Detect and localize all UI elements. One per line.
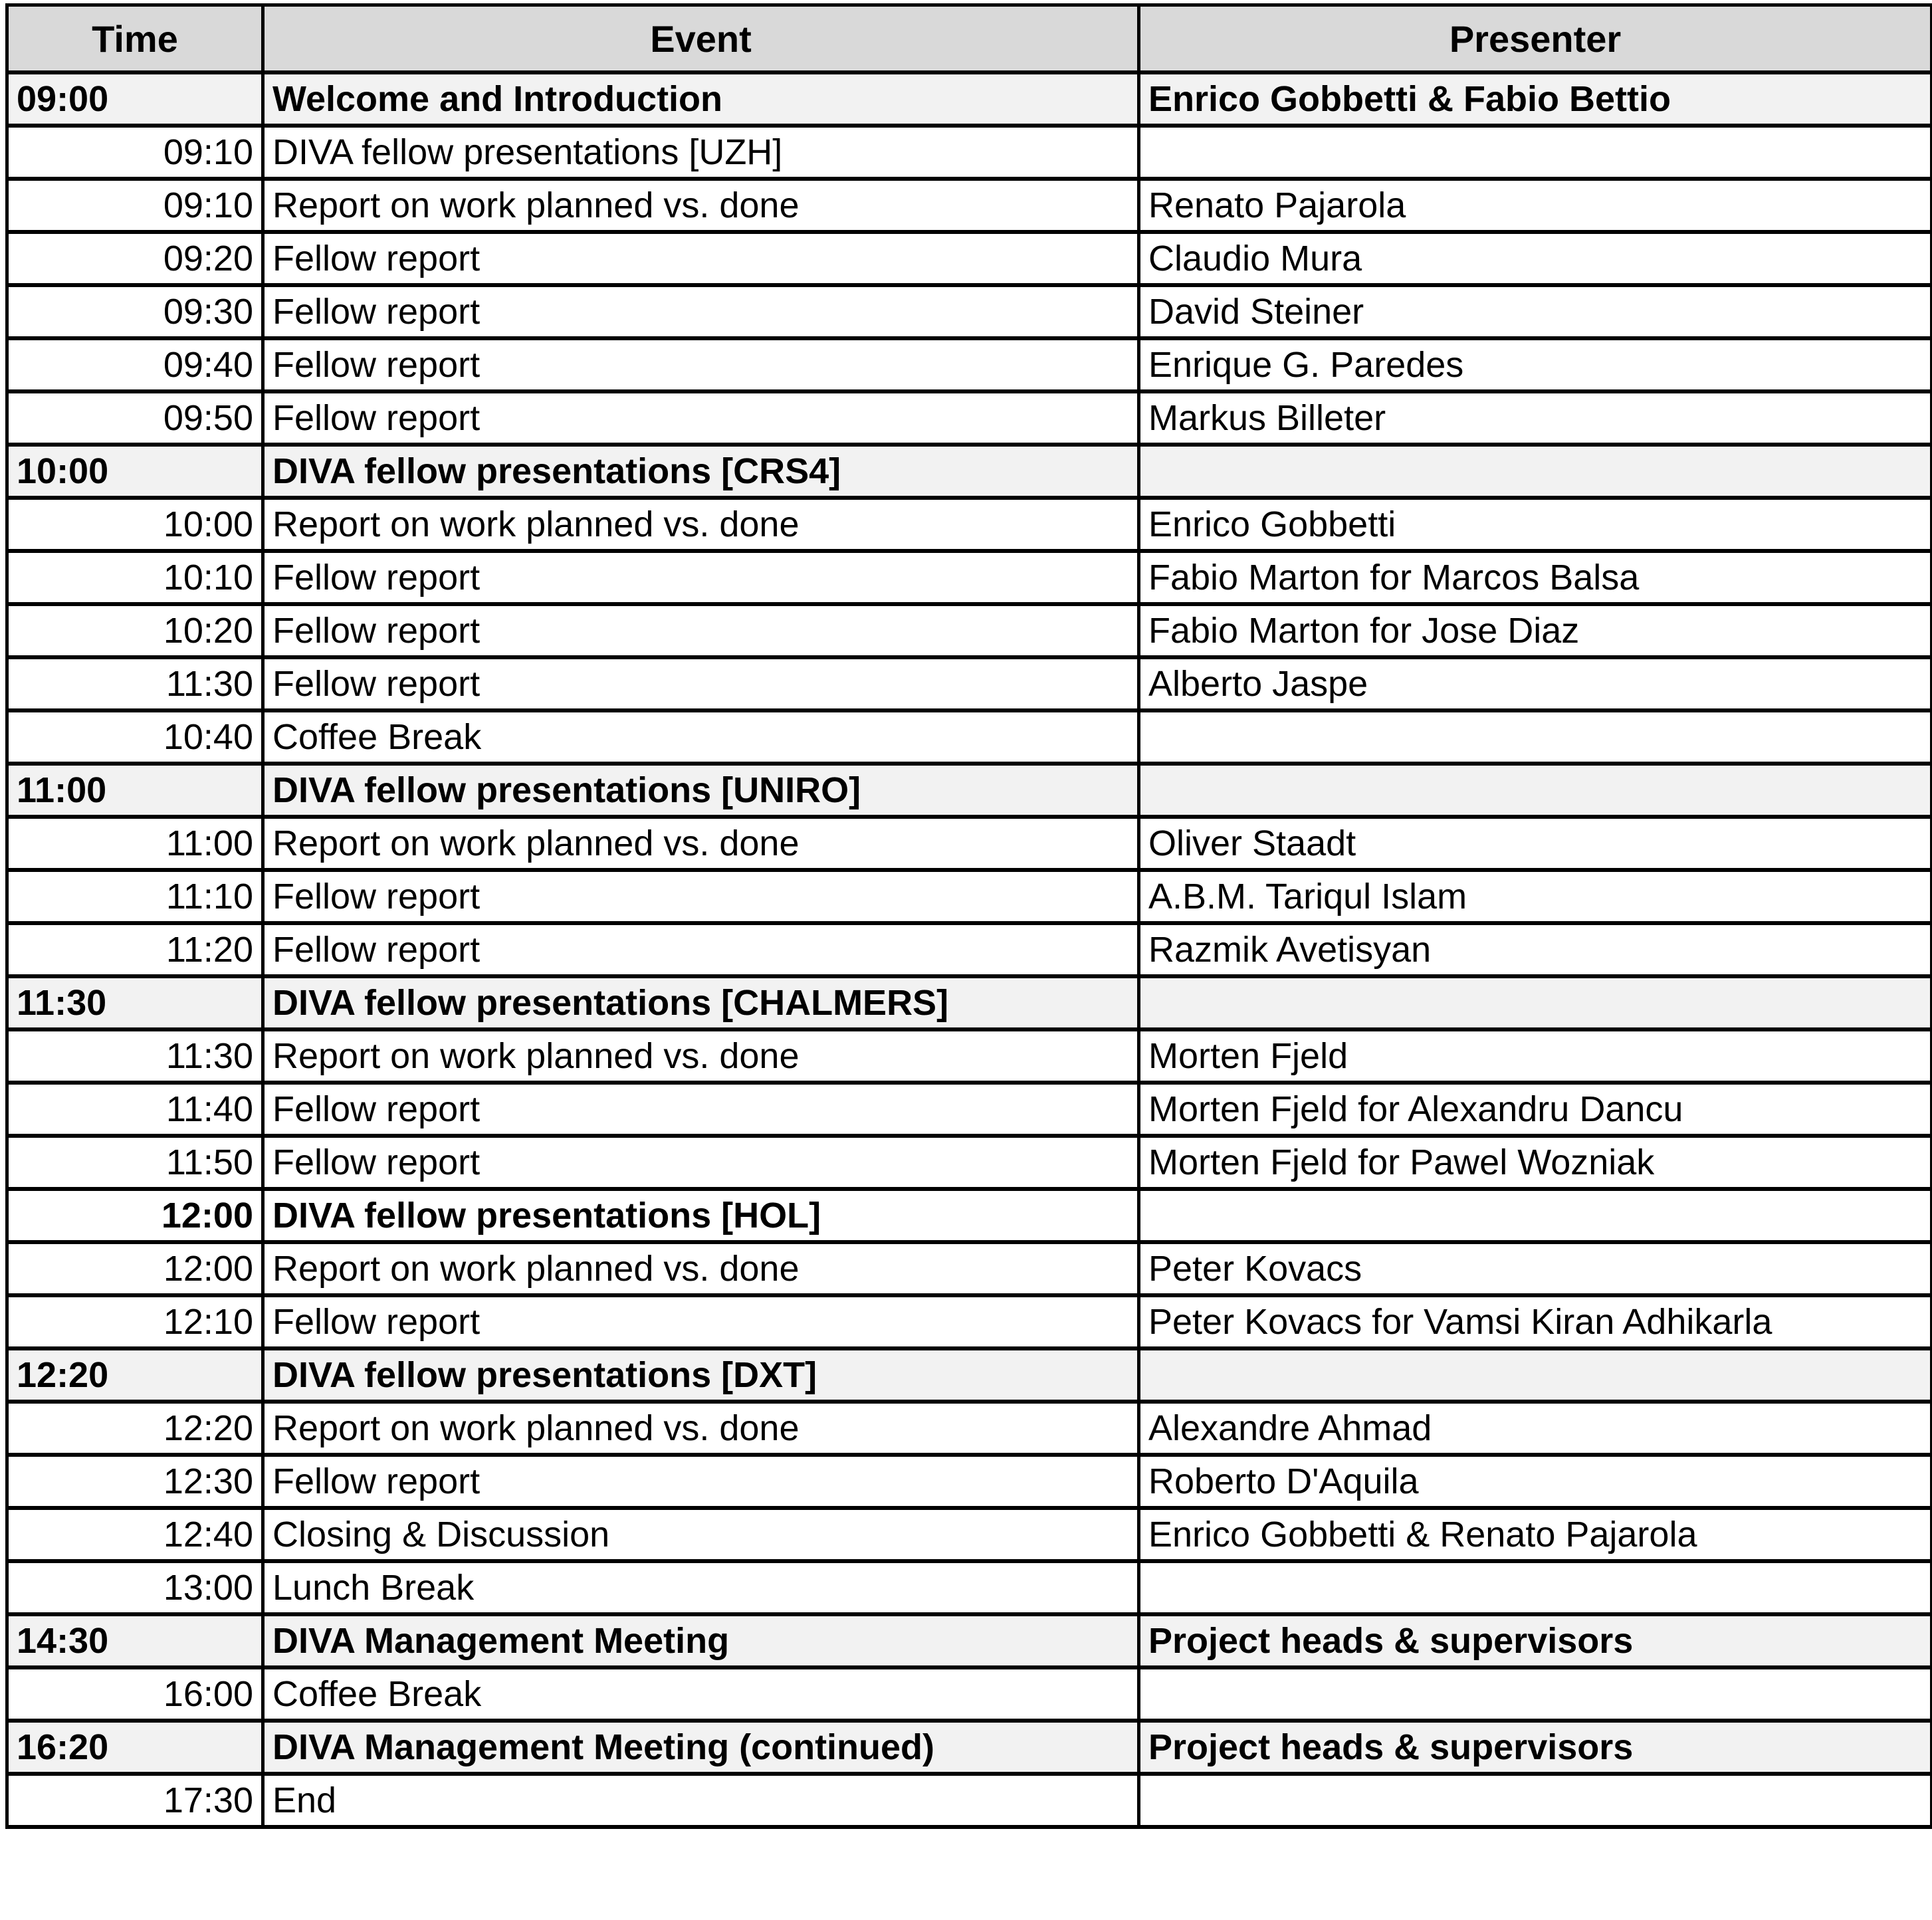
schedule-table <box>5 3 1932 1829</box>
table-row <box>7 179 1932 232</box>
cell-time: 09:10 <box>7 179 263 232</box>
cell-event: DIVA fellow presentations [DXT] <box>263 1348 1139 1402</box>
cell-event: Fellow report <box>263 923 1139 976</box>
header-presenter: Presenter <box>1139 5 1932 73</box>
table-row <box>7 710 1932 764</box>
cell-event: Closing & Discussion <box>263 1508 1139 1561</box>
table-row <box>7 1561 1932 1614</box>
cell-time: 09:00 <box>7 72 263 126</box>
table-row <box>7 232 1932 285</box>
cell-event: Coffee Break <box>263 710 1139 764</box>
cell-presenter: Razmik Avetisyan <box>1139 923 1932 976</box>
cell-time: 10:00 <box>7 498 263 551</box>
cell-event: Report on work planned vs. done <box>263 1029 1139 1083</box>
table-row <box>7 1508 1932 1561</box>
cell-presenter: Renato Pajarola <box>1139 179 1932 232</box>
cell-event: Fellow report <box>263 232 1139 285</box>
cell-event: DIVA fellow presentations [CRS4] <box>263 445 1139 498</box>
section-row <box>7 1721 1932 1774</box>
section-row <box>7 1189 1932 1242</box>
cell-time: 12:00 <box>7 1242 263 1295</box>
cell-time: 10:40 <box>7 710 263 764</box>
section-row <box>7 976 1932 1029</box>
cell-event: Fellow report <box>263 551 1139 604</box>
table-row <box>7 923 1932 976</box>
cell-time: 12:00 <box>7 1189 263 1242</box>
section-row <box>7 764 1932 817</box>
cell-presenter <box>1139 1774 1932 1827</box>
cell-presenter: Markus Billeter <box>1139 391 1932 445</box>
cell-time: 11:40 <box>7 1083 263 1136</box>
cell-time: 12:40 <box>7 1508 263 1561</box>
cell-presenter: Morten Fjeld for Alexandru Dancu <box>1139 1083 1932 1136</box>
table-row <box>7 126 1932 179</box>
cell-presenter: Enrique G. Paredes <box>1139 338 1932 391</box>
cell-time: 11:50 <box>7 1136 263 1189</box>
cell-time: 09:10 <box>7 126 263 179</box>
cell-time: 09:30 <box>7 285 263 338</box>
cell-event: Fellow report <box>263 285 1139 338</box>
cell-presenter: Alberto Jaspe <box>1139 657 1932 710</box>
cell-presenter: Morten Fjeld <box>1139 1029 1932 1083</box>
section-row <box>7 1614 1932 1667</box>
cell-event: Coffee Break <box>263 1667 1139 1721</box>
cell-time: 16:20 <box>7 1721 263 1774</box>
table-row <box>7 1455 1932 1508</box>
section-row <box>7 445 1932 498</box>
cell-presenter: Project heads & supervisors <box>1139 1614 1932 1667</box>
cell-time: 10:00 <box>7 445 263 498</box>
cell-time: 10:10 <box>7 551 263 604</box>
cell-presenter: Enrico Gobbetti <box>1139 498 1932 551</box>
cell-time: 12:30 <box>7 1455 263 1508</box>
cell-event: End <box>263 1774 1139 1827</box>
cell-event: DIVA fellow presentations [UZH] <box>263 126 1139 179</box>
cell-presenter <box>1139 1189 1932 1242</box>
cell-time: 12:10 <box>7 1295 263 1348</box>
table-row <box>7 1295 1932 1348</box>
cell-presenter: Fabio Marton for Marcos Balsa <box>1139 551 1932 604</box>
table-row <box>7 1083 1932 1136</box>
cell-presenter <box>1139 1348 1932 1402</box>
table-row <box>7 285 1932 338</box>
table-row <box>7 1774 1932 1827</box>
cell-event: Fellow report <box>263 604 1139 657</box>
cell-presenter: Morten Fjeld for Pawel Wozniak <box>1139 1136 1932 1189</box>
header-row <box>7 5 1932 73</box>
cell-time: 09:50 <box>7 391 263 445</box>
cell-presenter <box>1139 1561 1932 1614</box>
cell-time: 09:20 <box>7 232 263 285</box>
cell-presenter <box>1139 445 1932 498</box>
cell-time: 11:10 <box>7 870 263 923</box>
cell-event: Welcome and Introduction <box>263 72 1139 126</box>
cell-time: 11:30 <box>7 657 263 710</box>
cell-time: 11:00 <box>7 764 263 817</box>
section-row <box>7 1348 1932 1402</box>
cell-event: Report on work planned vs. done <box>263 1242 1139 1295</box>
cell-event: DIVA Management Meeting (continued) <box>263 1721 1139 1774</box>
cell-presenter: Peter Kovacs <box>1139 1242 1932 1295</box>
table-row <box>7 870 1932 923</box>
cell-event: DIVA Management Meeting <box>263 1614 1139 1667</box>
cell-event: Fellow report <box>263 1295 1139 1348</box>
table-row <box>7 391 1932 445</box>
cell-presenter: Peter Kovacs for Vamsi Kiran Adhikarla <box>1139 1295 1932 1348</box>
cell-event: DIVA fellow presentations [UNIRO] <box>263 764 1139 817</box>
cell-event: Fellow report <box>263 1083 1139 1136</box>
table-row <box>7 498 1932 551</box>
cell-presenter: Enrico Gobbetti & Fabio Bettio <box>1139 72 1932 126</box>
cell-time: 16:00 <box>7 1667 263 1721</box>
cell-presenter: Project heads & supervisors <box>1139 1721 1932 1774</box>
table-row <box>7 1242 1932 1295</box>
cell-event: Fellow report <box>263 1455 1139 1508</box>
table-row <box>7 817 1932 870</box>
cell-event: Report on work planned vs. done <box>263 179 1139 232</box>
table-row <box>7 338 1932 391</box>
cell-event: DIVA fellow presentations [HOL] <box>263 1189 1139 1242</box>
table-row <box>7 1667 1932 1721</box>
section-row <box>7 72 1932 126</box>
cell-presenter: David Steiner <box>1139 285 1932 338</box>
cell-event: Fellow report <box>263 1136 1139 1189</box>
cell-time: 11:00 <box>7 817 263 870</box>
table-row <box>7 604 1932 657</box>
cell-presenter: Oliver Staadt <box>1139 817 1932 870</box>
cell-event: Report on work planned vs. done <box>263 498 1139 551</box>
cell-presenter <box>1139 1667 1932 1721</box>
cell-presenter <box>1139 764 1932 817</box>
table-row <box>7 1136 1932 1189</box>
cell-presenter: Alexandre Ahmad <box>1139 1402 1932 1455</box>
cell-presenter: Roberto D'Aquila <box>1139 1455 1932 1508</box>
header-event: Event <box>263 5 1139 73</box>
cell-event: Fellow report <box>263 870 1139 923</box>
cell-presenter <box>1139 710 1932 764</box>
cell-time: 17:30 <box>7 1774 263 1827</box>
cell-presenter <box>1139 126 1932 179</box>
cell-event: DIVA fellow presentations [CHALMERS] <box>263 976 1139 1029</box>
table-row <box>7 657 1932 710</box>
cell-presenter: Claudio Mura <box>1139 232 1932 285</box>
cell-time: 14:30 <box>7 1614 263 1667</box>
cell-time: 11:30 <box>7 1029 263 1083</box>
cell-time: 12:20 <box>7 1402 263 1455</box>
cell-time: 09:40 <box>7 338 263 391</box>
cell-event: Fellow report <box>263 391 1139 445</box>
cell-presenter: Enrico Gobbetti & Renato Pajarola <box>1139 1508 1932 1561</box>
cell-presenter: A.B.M. Tariqul Islam <box>1139 870 1932 923</box>
cell-event: Fellow report <box>263 657 1139 710</box>
cell-event: Lunch Break <box>263 1561 1139 1614</box>
table-row <box>7 1029 1932 1083</box>
cell-time: 11:20 <box>7 923 263 976</box>
cell-time: 11:30 <box>7 976 263 1029</box>
table-row <box>7 1402 1932 1455</box>
cell-presenter: Fabio Marton for Jose Diaz <box>1139 604 1932 657</box>
cell-event: Report on work planned vs. done <box>263 817 1139 870</box>
cell-time: 13:00 <box>7 1561 263 1614</box>
cell-time: 12:20 <box>7 1348 263 1402</box>
cell-time: 10:20 <box>7 604 263 657</box>
table-row <box>7 551 1932 604</box>
table-body <box>7 72 1932 1827</box>
header-time: Time <box>7 5 263 73</box>
cell-event: Fellow report <box>263 338 1139 391</box>
cell-presenter <box>1139 976 1932 1029</box>
table-header <box>7 5 1932 73</box>
cell-event: Report on work planned vs. done <box>263 1402 1139 1455</box>
